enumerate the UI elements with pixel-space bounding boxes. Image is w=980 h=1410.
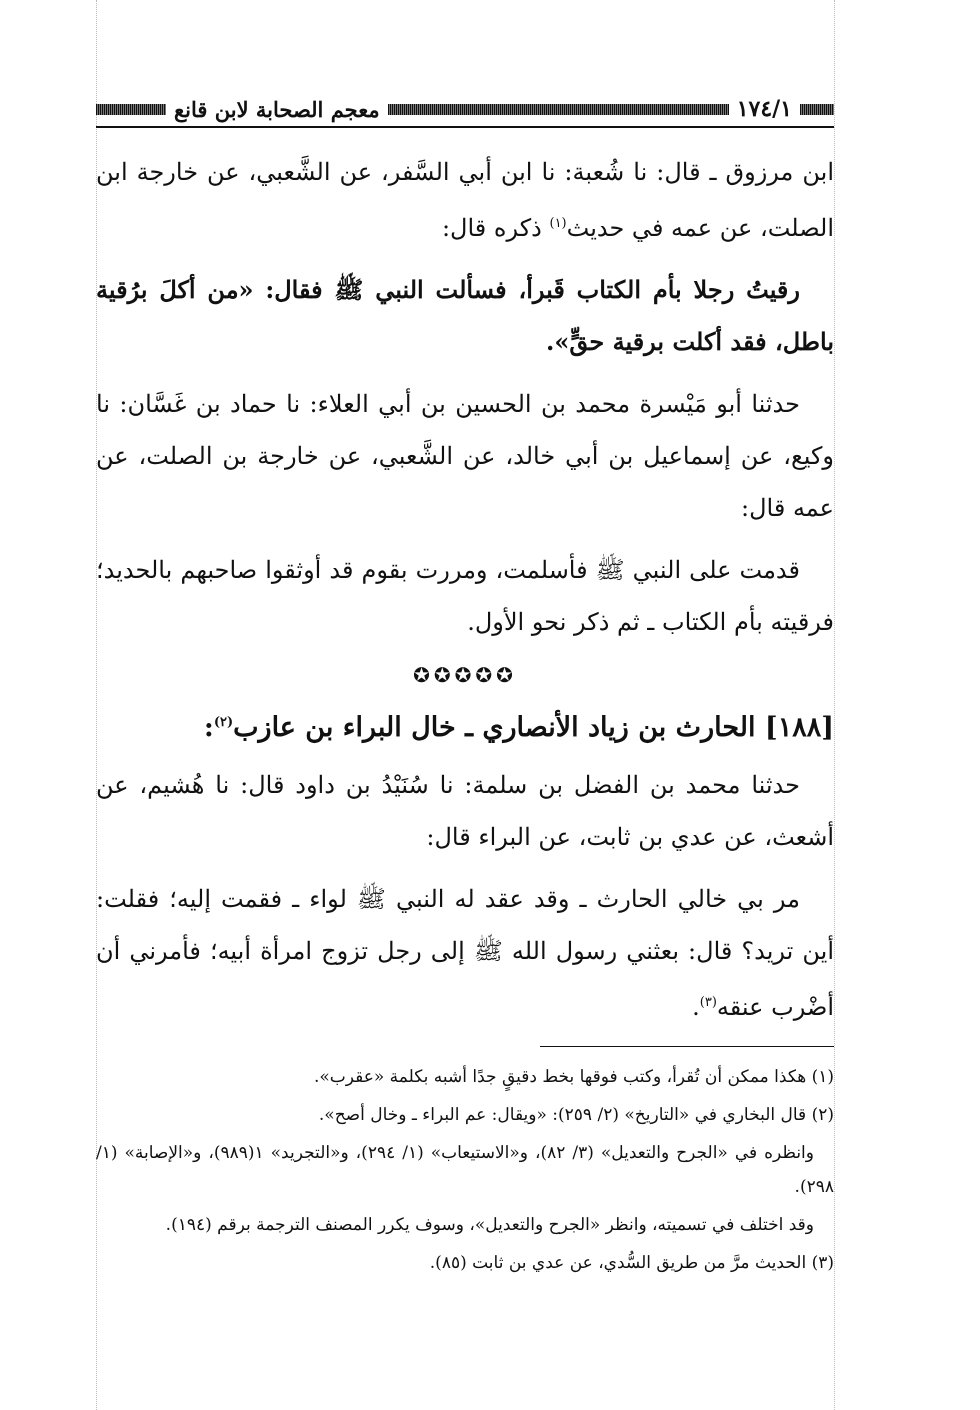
hadith-text: قدمت على النبي ﷺ فأسلمت، ومررت بقوم قد أوثقوا صاحبهم بالحديد؛ فرقيته بأم الكتاب ـ ثم ذكر نحو الأول. xyxy=(96,556,834,636)
footnote: (٣) الحديث مرَّ من طريق السُّدي، عن عدي بن ثابت (٨٥). xyxy=(429,1253,834,1273)
paragraph: حدثنا أبو مَيْسرة محمد بن الحسين بن أبي العلاء: نا حماد بن غَسَّان: نا وكيع، عن إسماعيل بن أبي خالد، عن الشَّعبي، عن خارجة بن الصلت، عن عمه قال: xyxy=(96,390,834,522)
footnote: وانظره في «الجرح والتعديل» (٣/ ٨٢)، و«الاستيعاب» (١/ ٢٩٤)، و«التجريد» ١(٩٨٩)، و«الإصابة» (١/ ٢٩٨). xyxy=(96,1143,834,1197)
scan-guide-line xyxy=(834,0,836,1410)
footnote: (٢) قال البخاري في «التاريخ» (٢/ ٢٥٩): «ويقال: عم البراء ـ وخال أصح». xyxy=(318,1105,834,1125)
footnotes xyxy=(96,1060,834,1284)
page-number: ١٧٤/١ xyxy=(736,96,792,122)
hadith-text: رقيتُ رجلا بأم الكتاب قَبرأ، فسألت النبي ﷺ فقال: «من أكلَ برُقية باطل، فقد أكلت برقية حقٍّ». xyxy=(96,275,834,356)
footnote-marker: (٢) xyxy=(213,715,234,730)
running-header xyxy=(96,92,834,128)
header-ornament xyxy=(800,104,834,115)
hadith-text: مر بي خالي الحارث ـ وقد عقد له النبي ﷺ لواء ـ فقمت إليه؛ فقلت: أين تريد؟ قال: بعثني رسول الله ﷺ إلى رجل تزوج امرأة أبيه؛ فأمرني أن أضْرب عنقه$^{(٣)}$. xyxy=(96,885,834,1021)
footnote-marker: (١) xyxy=(549,216,567,231)
main-text xyxy=(96,146,834,1043)
header-rule xyxy=(96,126,834,128)
book-title: معجم الصحابة لابن قانع xyxy=(174,96,380,122)
footnote: (١) هكذا ممكن أن تُقرأ، وكتب فوقها بخط دقيقٍ جدًا أشبه بكلمة «عقرب». xyxy=(313,1067,834,1087)
footnote: وقد اختلف في تسميته، وانظر «الجرح والتعديل»، وسوف يكرر المصنف الترجمة برقم (١٩٤). xyxy=(165,1215,814,1235)
paragraph: حدثنا محمد بن الفضل بن سلمة: نا سُنَيْدُ بن داود قال: نا هُشيم، عن أشعث، عن عدي بن ثابت، عن البراء قال: xyxy=(96,771,834,851)
header-ornament xyxy=(96,104,166,115)
footnote-rule xyxy=(540,1046,834,1047)
paragraph: ابن مرزوق ـ قال: نا شُعبة: نا ابن أبي السَّفر، عن الشَّعبي، عن خارجة ابن الصلت، عن عمه في حديث$^{(١)}$ ذكره قال: xyxy=(96,158,834,242)
footnote-marker: (٣) xyxy=(699,995,717,1010)
entry-heading: [١٨٨] الحارث بن زياد الأنصاري ـ خال البراء بن عازب$^{(٢)}$: xyxy=(203,712,834,743)
header-ornament xyxy=(388,104,729,115)
section-separator: ✪✪✪✪✪ xyxy=(413,663,517,687)
